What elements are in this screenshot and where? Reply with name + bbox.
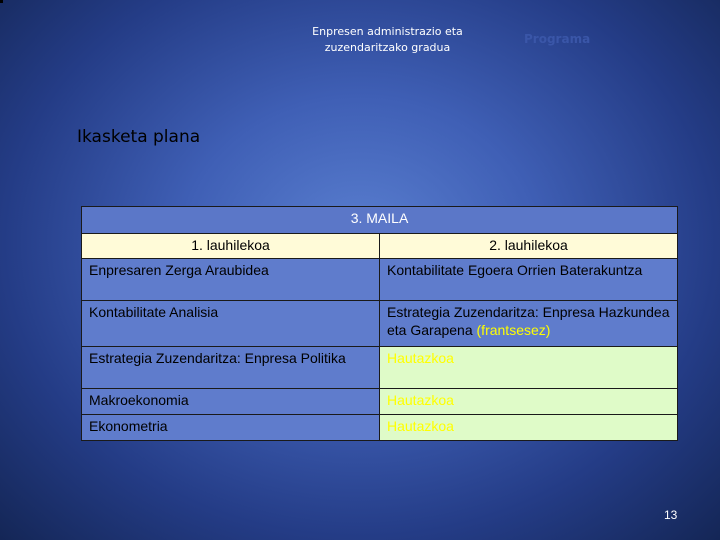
course-name: Estrategia Zuzendaritza: Enpresa Hazkundea eta Garapena — [387, 304, 670, 338]
semester-header-row — [82, 234, 678, 259]
table-row — [82, 389, 678, 415]
semester-2-header: 2. lauhilekoa — [380, 234, 678, 259]
page-title: Ikasketa plana — [77, 127, 201, 147]
course-cell: Kontabilitate Analisia — [82, 301, 380, 347]
program-link[interactable]: Programa — [524, 32, 591, 46]
corner-mark — [0, 0, 3, 3]
course-cell: Estrategia Zuzendaritza: Enpresa Politika — [82, 347, 380, 389]
semester-1-header: 1. lauhilekoa — [82, 234, 380, 259]
elective-cell: Hautazkoa — [380, 389, 678, 415]
page-number: 13 — [664, 508, 678, 522]
course-cell: Kontabilitate Egoera Orrien Baterakuntza — [380, 259, 678, 301]
table-row — [82, 347, 678, 389]
course-cell: Enpresaren Zerga Araubidea — [82, 259, 380, 301]
table-row — [82, 259, 678, 301]
degree-title: Enpresen administrazio eta zuzendaritzako gradua — [312, 25, 463, 54]
table-row — [82, 415, 678, 441]
course-cell: Makroekonomia — [82, 389, 380, 415]
course-cell: Ekonometria — [82, 415, 380, 441]
language-note: (frantsesez) — [476, 322, 551, 338]
elective-cell: Hautazkoa — [380, 347, 678, 389]
table-heading-row — [82, 207, 678, 234]
table-row — [82, 301, 678, 347]
year-heading: 3. MAILA — [82, 207, 678, 234]
study-plan-table — [81, 206, 678, 441]
elective-cell: Hautazkoa — [380, 415, 678, 441]
course-cell — [380, 301, 678, 347]
